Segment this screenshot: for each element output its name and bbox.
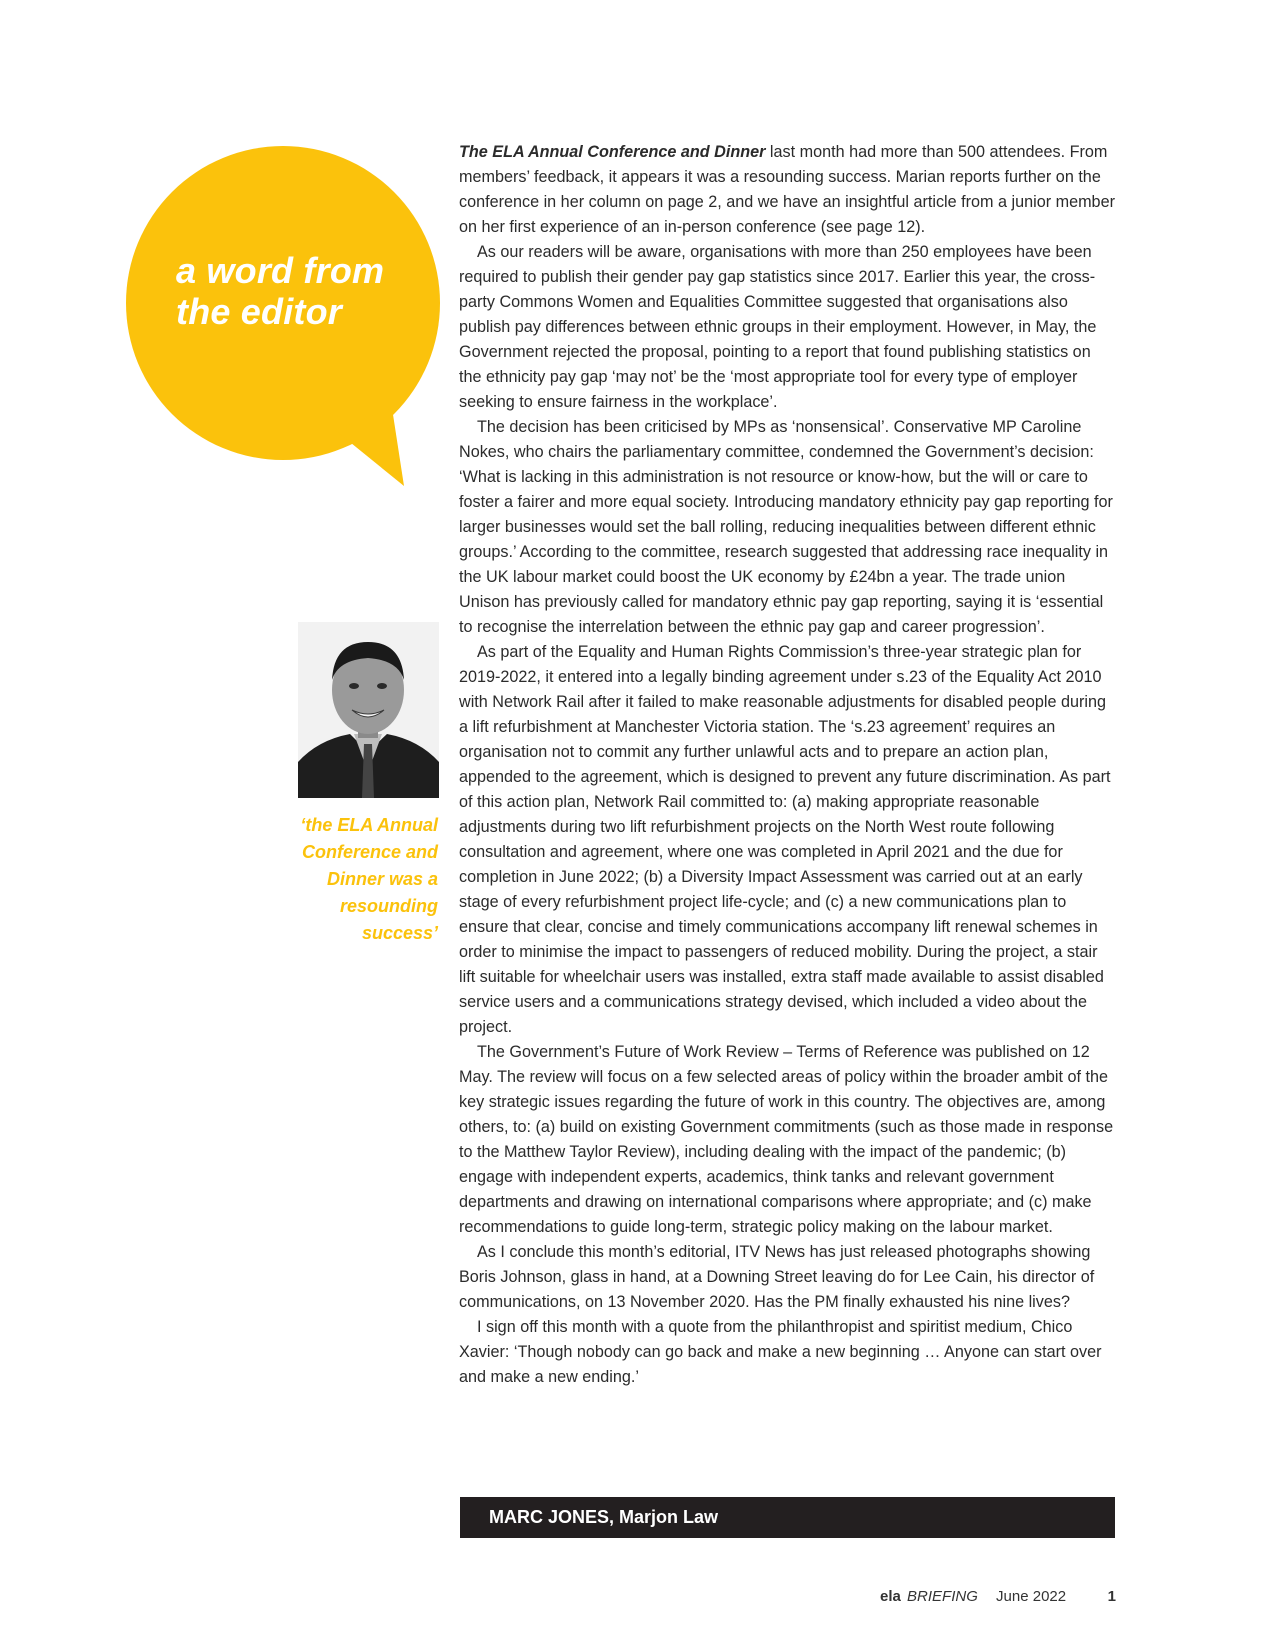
footer-date: June 2022 — [996, 1588, 1067, 1605]
page-number: 1 — [1107, 1588, 1116, 1605]
footer-brand: ela — [880, 1588, 901, 1605]
editor-photo-graphic — [298, 622, 439, 798]
editor-portrait — [298, 622, 439, 798]
article-paragraph-1 — [459, 140, 1117, 240]
article-paragraph-4: As part of the Equality and Human Rights Commission’s three-year strategic plan for 2019-2022, it entered into a legally binding agreement under s.23 of the Equality Act 2010 with Network Rail after it failed to make reasonable adjustments for disabled people during a lift refurbishment at Manchester Victoria station. The ‘s.23 agreement’ requires an organisation not to commit any further unlawful acts and to prepare an action plan, appended to the agreement, which is designed to prevent any future discrimination. As part of this action plan, Network Rail committed to: (a) making appropriate reasonable adjustments during two lift refurbishment projects on the North West route following consultation and agreement, where one was completed in April 2021 and the due for completion in June 2022; (b) a Diversity Impact Assessment was carried out at an early stage of every refurbishment project life-cycle; and (c) a new communications plan to ensure that clear, concise and timely communications accompany lift renewal schemes in order to minimise the impact to passengers of reduced mobility. During the project, a stair lift suitable for wheelchair users was installed, extra staff made available to assist disabled service users and a communications strategy devised, which included a video about the project. — [459, 643, 1111, 1036]
section-title-line1: a word from — [176, 250, 385, 291]
article-paragraph-3: The decision has been criticised by MPs as ‘nonsensical’. Conservative MP Caroline Nokes, who chairs the parliamentary committee, condemned the Government’s decision: ‘What is lacking in this administration is not resource or know-how, but the will or care to foster a fairer and more equal society. Introducing mandatory ethnicity pay gap reporting for larger businesses would set the ball rolling, reducing inequalities between different ethnic groups.’ According to the committee, research suggested that addressing race inequality in the UK labour market could boost the UK economy by £24bn a year. The trade union Unison has previously called for mandatory ethnic pay gap reporting, saying it is ‘essential to recognise the interrelation between the ethnic pay gap and career progression’. — [459, 418, 1113, 636]
page-footer — [880, 1587, 1116, 1607]
article-paragraph-5: The Government’s Future of Work Review – Terms of Reference was published on 12 May. The review will focus on a few selected areas of policy within the broader ambit of the key strategic issues regarding the future of work in this country. The objectives are, among others, to: (a) build on existing Government commitments (such as those made in response to the Matthew Taylor Review), including dealing with the impact of the pandemic; (b) engage with independent experts, academics, think tanks and relevant government departments and drawing on international comparisons where appropriate; and (c) make recommendations to guide long-term, strategic policy making on the labour market. — [459, 1043, 1114, 1236]
article-paragraph-6: As I conclude this month’s editorial, ITV News has just released photographs showing Boris Johnson, glass in hand, at a Downing Street leaving do for Lee Cain, his director of communications, on 13 November 2020. Has the PM finally exhausted his nine lives? — [459, 1243, 1095, 1311]
section-title — [176, 250, 416, 332]
pull-quote: ‘the ELA Annual Conference and Dinner was a resounding success’ — [300, 815, 438, 943]
article-paragraph-2: As our readers will be aware, organisations with more than 250 employees have been required to publish their gender pay gap statistics since 2017. Earlier this year, the cross-party Commons Women and Equalities Committee suggested that organisations also publish pay differences between ethnic groups in their employment. However, in May, the Government rejected the proposal, pointing to a report that found publishing statistics on the ethnicity pay gap ‘may not’ be the ‘most appropriate tool for every type of employer seeking to ensure fairness in the workplace’. — [459, 243, 1097, 411]
article-body — [459, 140, 1117, 1390]
author-signoff: MARC JONES, Marjon Law — [460, 1497, 1115, 1538]
section-title-line2: the editor — [176, 291, 343, 332]
article-paragraph-1-text: last month had more than 500 attendees. From members’ feedback, it appears it was a resounding success. Marian reports further on the conference in her column on page 2, and we have an insightful article from a junior member on her first experience of an in-person conference (see page 12). — [459, 143, 1115, 236]
footer-publication: BRIEFING — [907, 1588, 978, 1605]
article-paragraph-7: I sign off this month with a quote from the philanthropist and spiritist medium, Chico Xavier: ‘Though nobody can go back and make a new beginning … Anyone can start over and make a new ending.’ — [459, 1318, 1102, 1386]
article-lead: The ELA Annual Conference and Dinner — [459, 143, 766, 161]
